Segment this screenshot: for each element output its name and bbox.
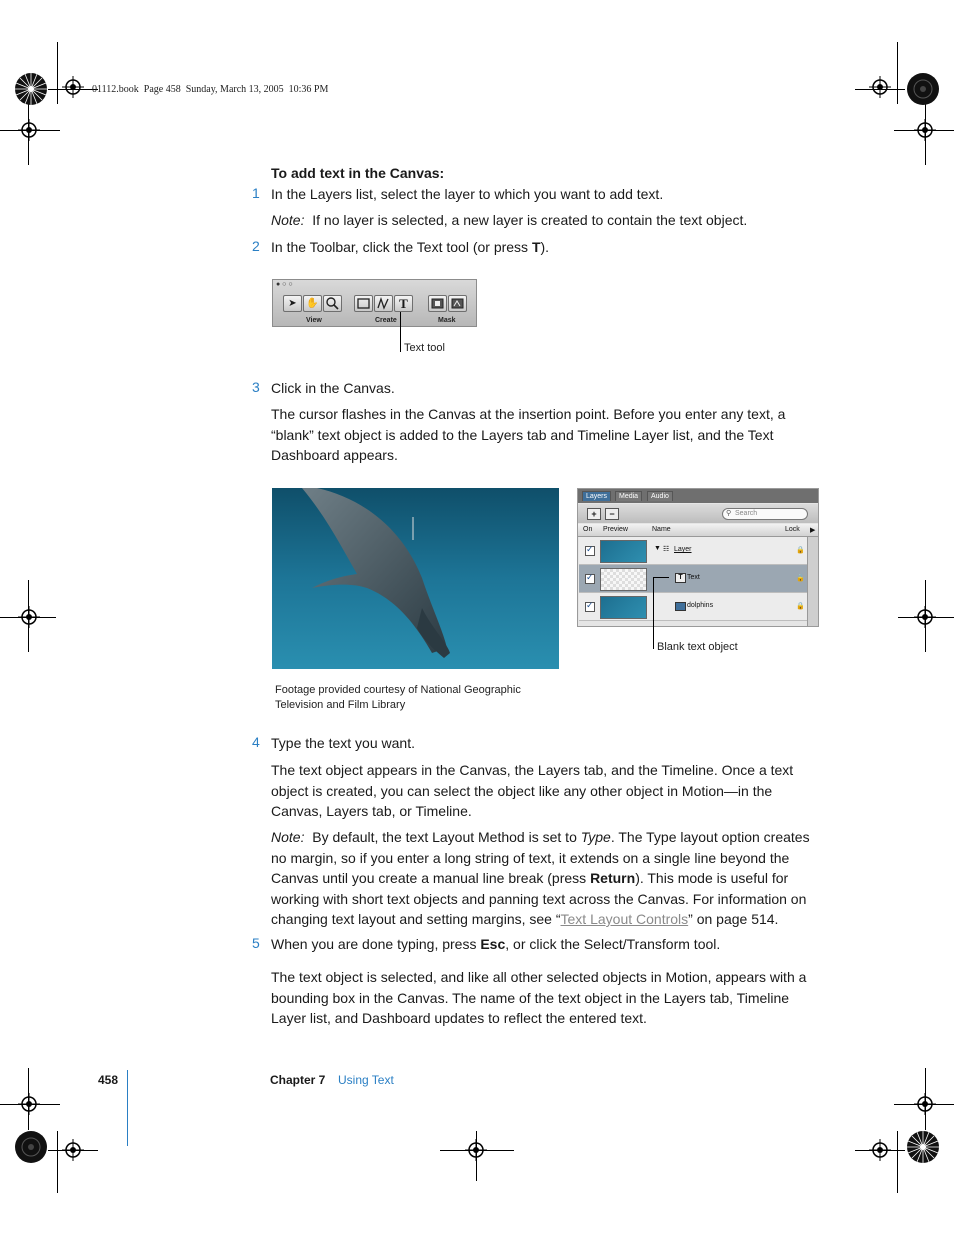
add-layer-button[interactable]: + xyxy=(587,508,601,520)
callout-line xyxy=(400,312,401,352)
registration-target-icon xyxy=(18,119,40,141)
preview-thumbnail xyxy=(600,596,647,619)
magnifier-icon xyxy=(324,296,341,311)
preview-thumbnail xyxy=(600,540,647,563)
registration-target-icon xyxy=(914,606,936,628)
layer-name: Text xyxy=(687,574,700,581)
remove-layer-button[interactable]: − xyxy=(605,508,619,520)
layer-stack-icon: ☷ xyxy=(663,546,670,553)
tab-audio[interactable]: Audio xyxy=(647,491,673,501)
starburst-mark-icon xyxy=(906,72,940,106)
visibility-checkbox[interactable]: ✓ xyxy=(586,544,594,554)
note-text: ). This mode is useful for working with short text objects and panning text across the Canvas. For information on changing text layout and setting margins, see “ xyxy=(271,870,807,927)
scrollbar[interactable] xyxy=(807,537,818,626)
search-icon: ⚲ xyxy=(726,510,732,517)
mask-rectangle-button[interactable] xyxy=(428,295,447,312)
print-header: 01112.book Page 458 Sunday, March 13, 2005 10:36 PM xyxy=(92,84,329,95)
step-text-part: , or click the Select/Transform tool. xyxy=(505,936,721,952)
search-field[interactable] xyxy=(722,508,808,520)
note-text: ” on page 514. xyxy=(688,911,779,927)
step-text-part: When you are done typing, press xyxy=(271,936,481,952)
layer-name: dolphins xyxy=(687,602,714,609)
step-text-part: In the Toolbar, click the Text tool (or press xyxy=(271,239,532,255)
registration-target-icon xyxy=(18,1093,40,1115)
step-number: 4 xyxy=(252,734,260,750)
toolbar-group-label: View xyxy=(306,317,322,324)
layers-tab-figure xyxy=(577,488,819,627)
mask-bezier-icon xyxy=(449,296,466,311)
select-tool-button[interactable]: ➤ xyxy=(283,295,302,312)
note-label: Note: xyxy=(271,212,305,228)
layer-name: Layer xyxy=(674,546,692,553)
blank-preview-thumbnail xyxy=(600,568,647,591)
note-paragraph xyxy=(271,210,831,231)
visibility-checkbox[interactable]: ✓ xyxy=(586,572,594,582)
bezier-tool-button[interactable] xyxy=(374,295,393,312)
text-layout-controls-link[interactable]: Text Layout Controls xyxy=(560,911,689,927)
step-text: Type the text you want. xyxy=(271,735,415,751)
toolbar-figure xyxy=(272,279,477,327)
figure-caption: Footage provided courtesy of National Geographic Television and Film Library xyxy=(275,684,521,711)
step-number: 5 xyxy=(252,935,260,951)
column-lock: Lock xyxy=(785,526,800,533)
paragraph: The cursor flashes in the Canvas at the insertion point. Before you enter any text, a “blank” text object is added to the Layers tab and Timeline Layer list, and the Text Dashboard appears. xyxy=(271,406,786,463)
tab-media[interactable]: Media xyxy=(615,491,642,501)
starburst-mark-icon xyxy=(906,1130,940,1164)
canvas-screenshot xyxy=(272,488,559,669)
mask-rectangle-icon xyxy=(429,296,446,311)
key-name: Esc xyxy=(480,936,506,952)
visibility-checkbox[interactable]: ✓ xyxy=(586,600,594,610)
section-heading: To add text in the Canvas: xyxy=(271,165,445,181)
rectangle-icon xyxy=(355,296,372,311)
text-layer-icon: T xyxy=(675,573,686,583)
note-paragraph xyxy=(271,827,827,930)
registration-target-icon xyxy=(18,606,40,628)
toolbar-group-label: Create xyxy=(375,317,397,324)
step-number: 1 xyxy=(252,185,260,201)
step-number: 3 xyxy=(252,379,260,395)
lock-icon[interactable]: 🔒 xyxy=(796,547,805,554)
layer-row[interactable] xyxy=(579,537,807,565)
column-on: On xyxy=(583,526,593,533)
key-name: Return xyxy=(590,870,636,886)
text-tool-button[interactable]: T xyxy=(394,295,413,312)
disclosure-triangle-icon[interactable]: ▼ xyxy=(654,545,661,552)
callout-line xyxy=(653,577,669,578)
note-label: Note: xyxy=(271,829,305,845)
step-text: Click in the Canvas. xyxy=(271,380,395,396)
registration-target-icon xyxy=(914,1093,936,1115)
lock-icon[interactable]: 🔒 xyxy=(796,603,805,610)
registration-target-icon xyxy=(914,119,936,141)
callout-line xyxy=(653,577,654,649)
step-number: 2 xyxy=(252,238,260,254)
step-text xyxy=(271,934,831,955)
column-name: Name xyxy=(652,526,671,533)
tab-bar xyxy=(578,489,818,503)
paragraph: The text object appears in the Canvas, the Layers tab, and the Timeline. Once a text object is created, you can select the object like any other object in Motion—in the Canvas, Layers tab, or Timeline. xyxy=(271,762,794,819)
search-placeholder: Search xyxy=(735,510,758,517)
chapter-label: Chapter 7 xyxy=(270,1073,326,1087)
step-text: In the Layers list, select the layer to which you want to add text. xyxy=(271,186,664,202)
toolbar-callout: Text tool xyxy=(404,342,445,354)
zoom-tool-button[interactable] xyxy=(323,295,342,312)
step-text-part: ). xyxy=(540,239,550,255)
registration-target-icon xyxy=(869,1139,891,1161)
mask-bezier-button[interactable] xyxy=(448,295,467,312)
note-text: By default, the text Layout Method is set to xyxy=(312,829,581,845)
pan-tool-button[interactable]: ✋ xyxy=(303,295,322,312)
column-preview: Preview xyxy=(603,526,628,533)
starburst-mark-icon xyxy=(14,72,48,106)
paragraph: The text object is selected, and like all other selected objects in Motion, appears with a bounding box in the Canvas. The name of the text object in the Layers tab, Timeline Layer list, and Dashboard updates to reflect the entered text. xyxy=(271,969,807,1026)
key-name: T xyxy=(531,239,541,255)
layer-row[interactable] xyxy=(579,593,807,621)
registration-target-icon xyxy=(62,76,84,98)
tab-layers[interactable]: Layers xyxy=(582,491,611,501)
registration-target-icon xyxy=(465,1139,487,1161)
window-controls: ● ○ ○ xyxy=(276,281,293,288)
note-text: If no layer is selected, a new layer is created to contain the text object. xyxy=(312,212,748,228)
footer-rule xyxy=(127,1070,128,1146)
step-text xyxy=(271,237,831,258)
layers-callout: Blank text object xyxy=(657,641,738,653)
toolbar-group-label: Mask xyxy=(438,317,456,324)
chevron-right-icon: ▶ xyxy=(810,527,816,534)
registration-target-icon xyxy=(869,76,891,98)
starburst-mark-icon xyxy=(14,1130,48,1164)
chapter-title: Using Text xyxy=(338,1073,394,1087)
bezier-icon xyxy=(375,296,392,311)
media-layer-icon xyxy=(675,602,686,611)
registration-target-icon xyxy=(62,1139,84,1161)
page-number: 458 xyxy=(98,1073,119,1087)
layer-row-selected[interactable] xyxy=(579,565,807,593)
note-text: . The Type layout option creates no margin, so if you enter a long string of text, it extends on a single line beyond the Canvas until you create a manual line break (press xyxy=(271,829,810,886)
lock-icon[interactable]: 🔒 xyxy=(796,575,805,582)
note-emphasis: Type xyxy=(580,829,611,845)
rectangle-tool-button[interactable] xyxy=(354,295,373,312)
